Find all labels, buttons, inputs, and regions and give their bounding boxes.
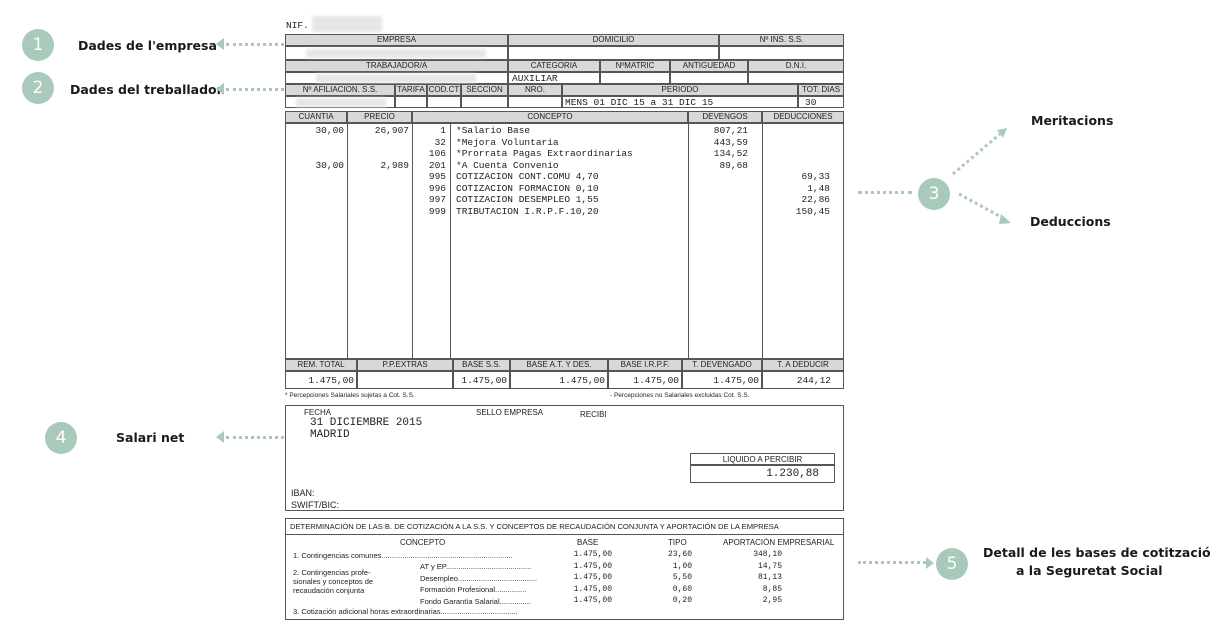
callout-4-connector	[226, 436, 284, 439]
bases-header-concepto: CONCEPTO	[400, 538, 446, 547]
header-ins-ss: Nº INS. S.S.	[719, 34, 844, 46]
bases-row2-label-1: 2. Contingencias profe-	[293, 568, 371, 577]
header-periodo: PERIODO	[562, 84, 798, 96]
bases-title: DETERMINACIÓN DE LAS B. DE COTIZACIÓN A LA S.S. Y CONCEPTOS DE RECAUDACIÓN CONJUNTA Y APORTACIÓN DE LA EMPRESA	[290, 522, 779, 531]
value-dni	[748, 72, 844, 84]
header-pp-extras: P.P.EXTRAS	[357, 359, 453, 371]
callout-5-badge: 5	[936, 548, 968, 580]
header-base-ss: BASE S.S.	[453, 359, 510, 371]
value-antiguedad	[670, 72, 748, 84]
payment-date: 31 DICIEMBRE 2015	[310, 417, 423, 429]
arrow-right-icon	[926, 557, 934, 569]
callout-5-connector	[858, 561, 926, 564]
fecha-label: FECHA	[304, 408, 332, 417]
iban-label: IBAN:	[291, 488, 315, 498]
value-t-deducir: 244,12	[762, 371, 844, 389]
value-codct	[427, 96, 461, 108]
header-matric: NºMATRIC	[600, 60, 670, 72]
liquido-value-cell	[690, 465, 835, 483]
value-trabajador	[285, 72, 508, 84]
value-t-devengado: 1.475,00	[682, 371, 762, 389]
value-tarifa	[395, 96, 427, 108]
redacted-nif	[312, 16, 382, 32]
recibi-label: RECIBI	[580, 410, 607, 419]
callout-2-badge: 2	[22, 72, 54, 104]
header-dni: D.N.I.	[748, 60, 844, 72]
callout-4-badge: 4	[45, 422, 77, 454]
value-nro	[508, 96, 562, 108]
header-nro: NRO.	[508, 84, 562, 96]
value-seccion	[461, 96, 508, 108]
callout-deductions-label: Deduccions	[1030, 214, 1111, 229]
header-antiguedad: ANTIGUEDAD	[670, 60, 748, 72]
callout-3-connector	[858, 191, 912, 194]
header-codct: COD.CT	[428, 85, 460, 94]
callout-earnings-label: Meritacions	[1031, 113, 1114, 128]
payment-city: MADRID	[310, 429, 350, 441]
callout-worker-label: Dades del treballador	[70, 82, 223, 97]
value-ins-ss	[719, 46, 844, 60]
callout-2-connector	[226, 88, 284, 91]
arrow-left-icon	[216, 83, 224, 95]
header-t-deducir: T. A DEDUCIR	[762, 359, 844, 371]
value-base-ss: 1.475,00	[453, 371, 510, 389]
callout-3-branch-arrows	[945, 126, 1015, 236]
value-periodo: MENS 01 DIC 15 a 31 DIC 15	[562, 96, 798, 108]
callout-bases-label-2: a la Seguretat Social	[1016, 563, 1163, 578]
bases-row1-label: 1. Contingencias comunes...............................................................	[293, 551, 513, 560]
footnote-right: - Percepciones no Salariales excluidas Cot. S.S.	[610, 392, 750, 399]
sello-label: SELLO EMPRESA	[476, 408, 544, 417]
bases-row3-label: 3. Cotización adicional horas extraordinarias.....................................	[293, 607, 518, 616]
value-rem-total: 1.475,00	[285, 371, 357, 389]
callout-1-connector	[226, 43, 284, 46]
callout-1-badge: 1	[22, 29, 54, 61]
header-t-devengado: T. DEVENGADO	[682, 359, 762, 371]
value-matric	[600, 72, 670, 84]
callout-3-badge: 3	[918, 178, 950, 210]
net-salary-value: 1.230,88	[766, 468, 819, 480]
bases-row2-label-2: sionales y conceptos de	[293, 577, 374, 586]
header-precio: PRECIO	[347, 111, 412, 123]
callout-net-salary-label: Salari net	[116, 430, 185, 445]
header-trabajador: TRABAJADOR/A	[285, 60, 508, 72]
footnote-left: * Percepciones Salariales sujetas a Cot. S.S.	[285, 392, 415, 399]
value-pp-extras	[357, 371, 453, 389]
arrow-up-right-icon	[997, 128, 1007, 138]
value-base-irpf: 1.475,00	[608, 371, 682, 389]
bases-header-tipo: TIPO	[668, 538, 687, 547]
header-deducciones: DEDUCCIONES	[762, 111, 844, 123]
header-categoria: CATEGORIA	[508, 60, 600, 72]
header-tot-dias: TOT. DIAS	[798, 84, 844, 96]
value-tot-dias: 30	[798, 96, 844, 108]
header-concepto: CONCEPTO	[412, 111, 688, 123]
value-domicilio	[508, 46, 719, 60]
payslip-document: NIF. EMPRESA DOMICILIO Nº INS. S.S. TRABAJADOR/A CATEGORIA NºMATRIC ANTIGUEDAD D.N.I. AUXILIAR Nº AFILIACION. S.S. TARIFA COD.CT SECCION NRO. PERIODO TOT. DIAS MENS 01 DIC 15 a 31 DIC 15 30 CUANTIA PRECIO CONCEPTO DEVENGOS DEDUCCIONES 30,00 26,907 1 *Salario Base 807,21 32 *Mejora Voluntaria 443,59 106 *Prorrata Pagas Extraordinarias 134,52 30,00 2,989 201 *A Cuenta Convenio 89,68 995 COTIZACION CONT.COMU 4,70 69,33 996 COTIZACION FORMACION 0,10 1,48 997 COTIZACION DESEMPLEO 1,55 22,86 999 TRIBUTACION I.R.P.F.10,20 150,45 REM. TOTAL P.P.EXTRAS BASE S.S. BASE A.T. Y DES. BASE I.R.P.F. T. DEVENGADO T. A DEDUCIR 1.475,00 1.475,00 1.475,00 1.475,00 1.475,00 244,12 * Percepciones Salariales sujetas a Cot. S.S. - Percepciones no Salariales excluidas Cot. S.S. FECHA SELLO EMPRESA RECIBI 31 DICIEMBRE 2015 MADRID LIQUIDO A PERCIBIR 1.230,88 IBAN: SWIFT/BIC: DETERMINACIÓN DE LAS B. DE COTIZACIÓN A LA S.S. Y CONCEPTOS DE RECAUDACIÓN CONJUNTA Y APORTACIÓN DE LA EMPRESA CONCEPTO BASE TIPO APORTACIÓN EMPRESARIAL 1. Contingencias comunes............................................................... 2. Contingencias profe- sionales y conceptos de recaudación conjunta 3. Cotización adicional horas extraordinarias..................................... 1.475,00 23,60 348,10 AT y EP......................................... 1.475,00 1,00 14,75 Desempleo...................................... 1.475,00 5,50 81,13 Formación Profesional............... 1.475,00 0,60 8,85 Fondo Garantía Salarial............... 1.475,00 0,20 2,95	[280, 12, 850, 622]
callout-company-label: Dades de l'empresa	[78, 38, 217, 53]
header-tarifa: TARIFA	[395, 84, 427, 96]
header-base-at: BASE A.T. Y DES.	[510, 359, 608, 371]
value-categoria: AUXILIAR	[508, 72, 600, 84]
value-empresa	[285, 46, 508, 60]
bases-header-base: BASE	[577, 538, 599, 547]
header-rem-total: REM. TOTAL	[285, 359, 357, 371]
swift-label: SWIFT/BIC:	[291, 500, 339, 510]
arrow-left-icon	[216, 38, 224, 50]
header-devengos: DEVENGOS	[688, 111, 762, 123]
value-afiliacion	[285, 96, 395, 108]
header-domicilio: DOMICILIO	[508, 34, 719, 46]
header-cuantia: CUANTIA	[285, 111, 347, 123]
header-base-irpf: BASE I.R.P.F.	[608, 359, 682, 371]
header-afiliacion: Nº AFILIACION. S.S.	[285, 84, 395, 96]
arrow-down-right-icon	[999, 214, 1011, 224]
liquido-header: LIQUIDO A PERCIBIR	[690, 453, 835, 465]
value-base-at: 1.475,00	[510, 371, 608, 389]
header-seccion: SECCION	[461, 84, 508, 96]
header-empresa: EMPRESA	[285, 34, 508, 46]
arrow-left-icon	[216, 431, 224, 443]
bases-row2-label-3: recaudación conjunta	[293, 586, 365, 595]
nif-label: NIF.	[286, 20, 309, 31]
callout-bases-label-1: Detall de les bases de cotització	[983, 545, 1211, 560]
bases-header-aportacion: APORTACIÓN EMPRESARIAL	[723, 538, 835, 547]
